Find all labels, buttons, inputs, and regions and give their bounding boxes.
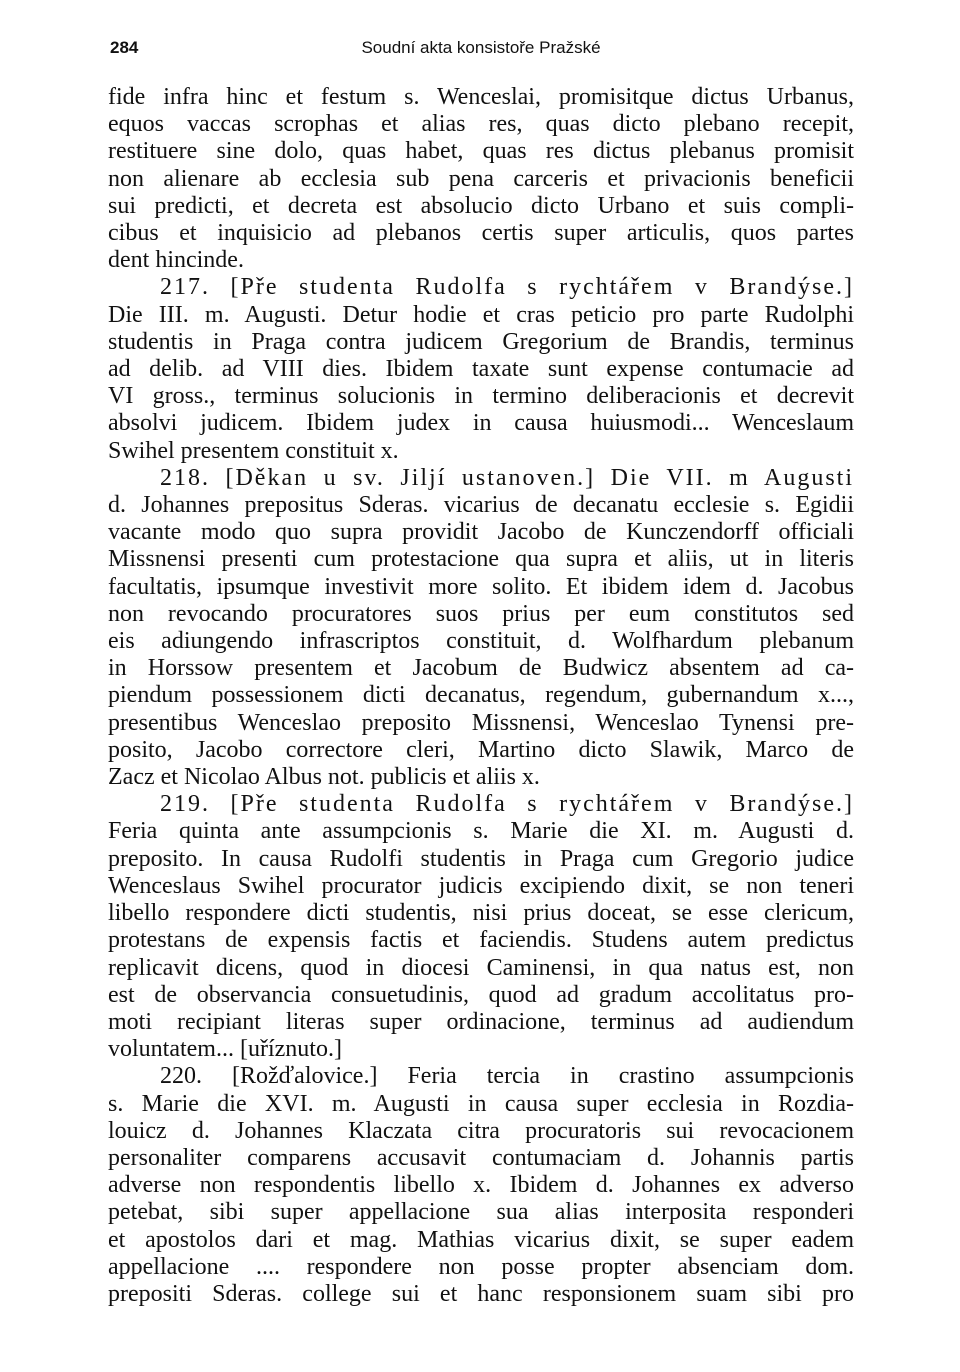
- text-line: voluntatem... [uříznuto.]: [108, 1036, 342, 1063]
- text-line: Missnensi presenti cum protestacione qua supra et aliis, ut in literis: [108, 546, 854, 573]
- text-line: Swihel presentem constituit x.: [108, 437, 399, 464]
- text-line: preposito. In causa Rudolfi studentis in Praga cum Gregorio judice: [108, 845, 854, 872]
- text-line: fide infra hinc et festum s. Wenceslai, promisitque dictus Urbanus,: [108, 84, 854, 110]
- page-number: 284: [110, 38, 139, 57]
- text-line: facultatis, ipsumque investivit more solito. Et ibidem idem d. Jacobus: [108, 573, 854, 600]
- text-line: piendum possessionem dicti decanatus, regendum, gubernandum x...,: [108, 682, 854, 709]
- text-line: petebat, sibi super appellacione sua alias interposita responderi: [108, 1199, 854, 1226]
- text-line: presentibus Wenceslao preposito Missnensi, Wenceslao Tynensi pre-: [108, 709, 854, 736]
- text-line: sui predicti, et decreta est absolucio dicto Urbano et suis compli-: [108, 192, 854, 219]
- text-line: non alienare ab ecclesia sub pena carceris et privacionis beneficii: [108, 165, 854, 192]
- section-heading-217: 217. [Pře studenta Rudolfa s rychtářem v Brandýse.]: [160, 274, 854, 301]
- text-line: in Horssow presentem et Jacobum de Budwicz absentem ad ca-: [108, 655, 854, 682]
- text-line: s. Marie die XVI. m. Augusti in causa super ecclesia in Rozdia-: [108, 1090, 854, 1117]
- page-header: [110, 38, 852, 64]
- text-line: ad delib. ad VIII dies. Ibidem taxate sunt expense contumacie ad: [108, 356, 854, 383]
- text-line: equos vaccas scrophas et alias res, quas dicto plebano recepit,: [108, 111, 854, 138]
- text-line: adverse non respondentis libello x. Ibidem d. Johannes ex adverso: [108, 1172, 854, 1199]
- text-line: studentis in Praga contra judicem Gregorium de Brandis, terminus: [108, 328, 854, 355]
- section-heading-218: 218. [Děkan u sv. Jiljí ustanoven.] Die VII. m Augusti: [160, 464, 854, 491]
- text-line: absolvi judicem. Ibidem judex in causa huiusmodi... Wenceslaum: [108, 410, 854, 437]
- text-line: personaliter comparens accusavit contumaciam d. Johannis partis: [108, 1144, 854, 1171]
- text-line: et apostolos dari et mag. Mathias vicarius dixit, se super eadem: [108, 1226, 854, 1253]
- text-line: replicavit dicens, quod in diocesi Caminensi, in qua natus est, non: [108, 954, 854, 981]
- section-heading-219: 219. [Pře studenta Rudolfa s rychtářem v Brandýse.]: [160, 791, 854, 818]
- text-line: dent hincinde.: [108, 247, 244, 274]
- text-line: d. Johannes prepositus Sderas. vicarius de decanatu ecclesie s. Egidii: [108, 492, 854, 519]
- running-title: Soudní akta konsistoře Pražské: [361, 38, 601, 57]
- text-line: Feria quinta ante assumpcionis s. Marie die XI. m. Augusti d.: [108, 818, 854, 845]
- text-line: restituere sine dolo, quas habet, quas res dictus plebanus promisit: [108, 138, 854, 165]
- text-line: cibus et inquisicio ad plebanos certis super articulis, quos partes: [108, 220, 854, 247]
- text-line: Wenceslaus Swihel procurator judicis excipiendo dixit, se non teneri: [108, 872, 854, 899]
- text-line: protestans de expensis factis et faciendis. Studens autem predictus: [108, 927, 854, 954]
- text-line: vacante modo quo supra providit Jacobo de Kunczendorff officiali: [108, 519, 854, 546]
- text-line: prepositi Sderas. college sui et hanc responsionem suam sibi pro: [108, 1280, 854, 1307]
- text-line: Die III. m. Augusti. Detur hodie et cras peticio pro parte Rudolphi: [108, 301, 854, 328]
- text-line: VI gross., terminus solucionis in termino deliberacionis et decrevit: [108, 383, 854, 410]
- text-line: louicz d. Johannes Klaczata citra procuratoris sui revocacionem: [108, 1117, 854, 1144]
- text-line: est de observancia consuetudinis, quod ad gradum accolitatus pro-: [108, 981, 854, 1008]
- text-line: Zacz et Nicolao Albus not. publicis et aliis x.: [108, 764, 540, 791]
- text-line: libello respondere dicti studentis, nisi prius doceat, se esse clericum,: [108, 900, 854, 927]
- page-body: [108, 84, 854, 1308]
- text-line: non revocando procuratores suos prius per eum constitutos sed: [108, 600, 854, 627]
- section-heading-220: 220. [Rožďalovice.] Feria tercia in crastino assumpcionis: [160, 1063, 854, 1090]
- text-line: moti recipiant literas super ordinacione, terminus ad audiendum: [108, 1008, 854, 1035]
- text-line: eis adiungendo infrascriptos constituit, d. Wolfhardum plebanum: [108, 628, 854, 655]
- text-line: appellacione .... respondere non posse propter absenciam dom.: [108, 1253, 854, 1280]
- text-line: posito, Jacobo correctore cleri, Martino dicto Slawik, Marco de: [108, 736, 854, 763]
